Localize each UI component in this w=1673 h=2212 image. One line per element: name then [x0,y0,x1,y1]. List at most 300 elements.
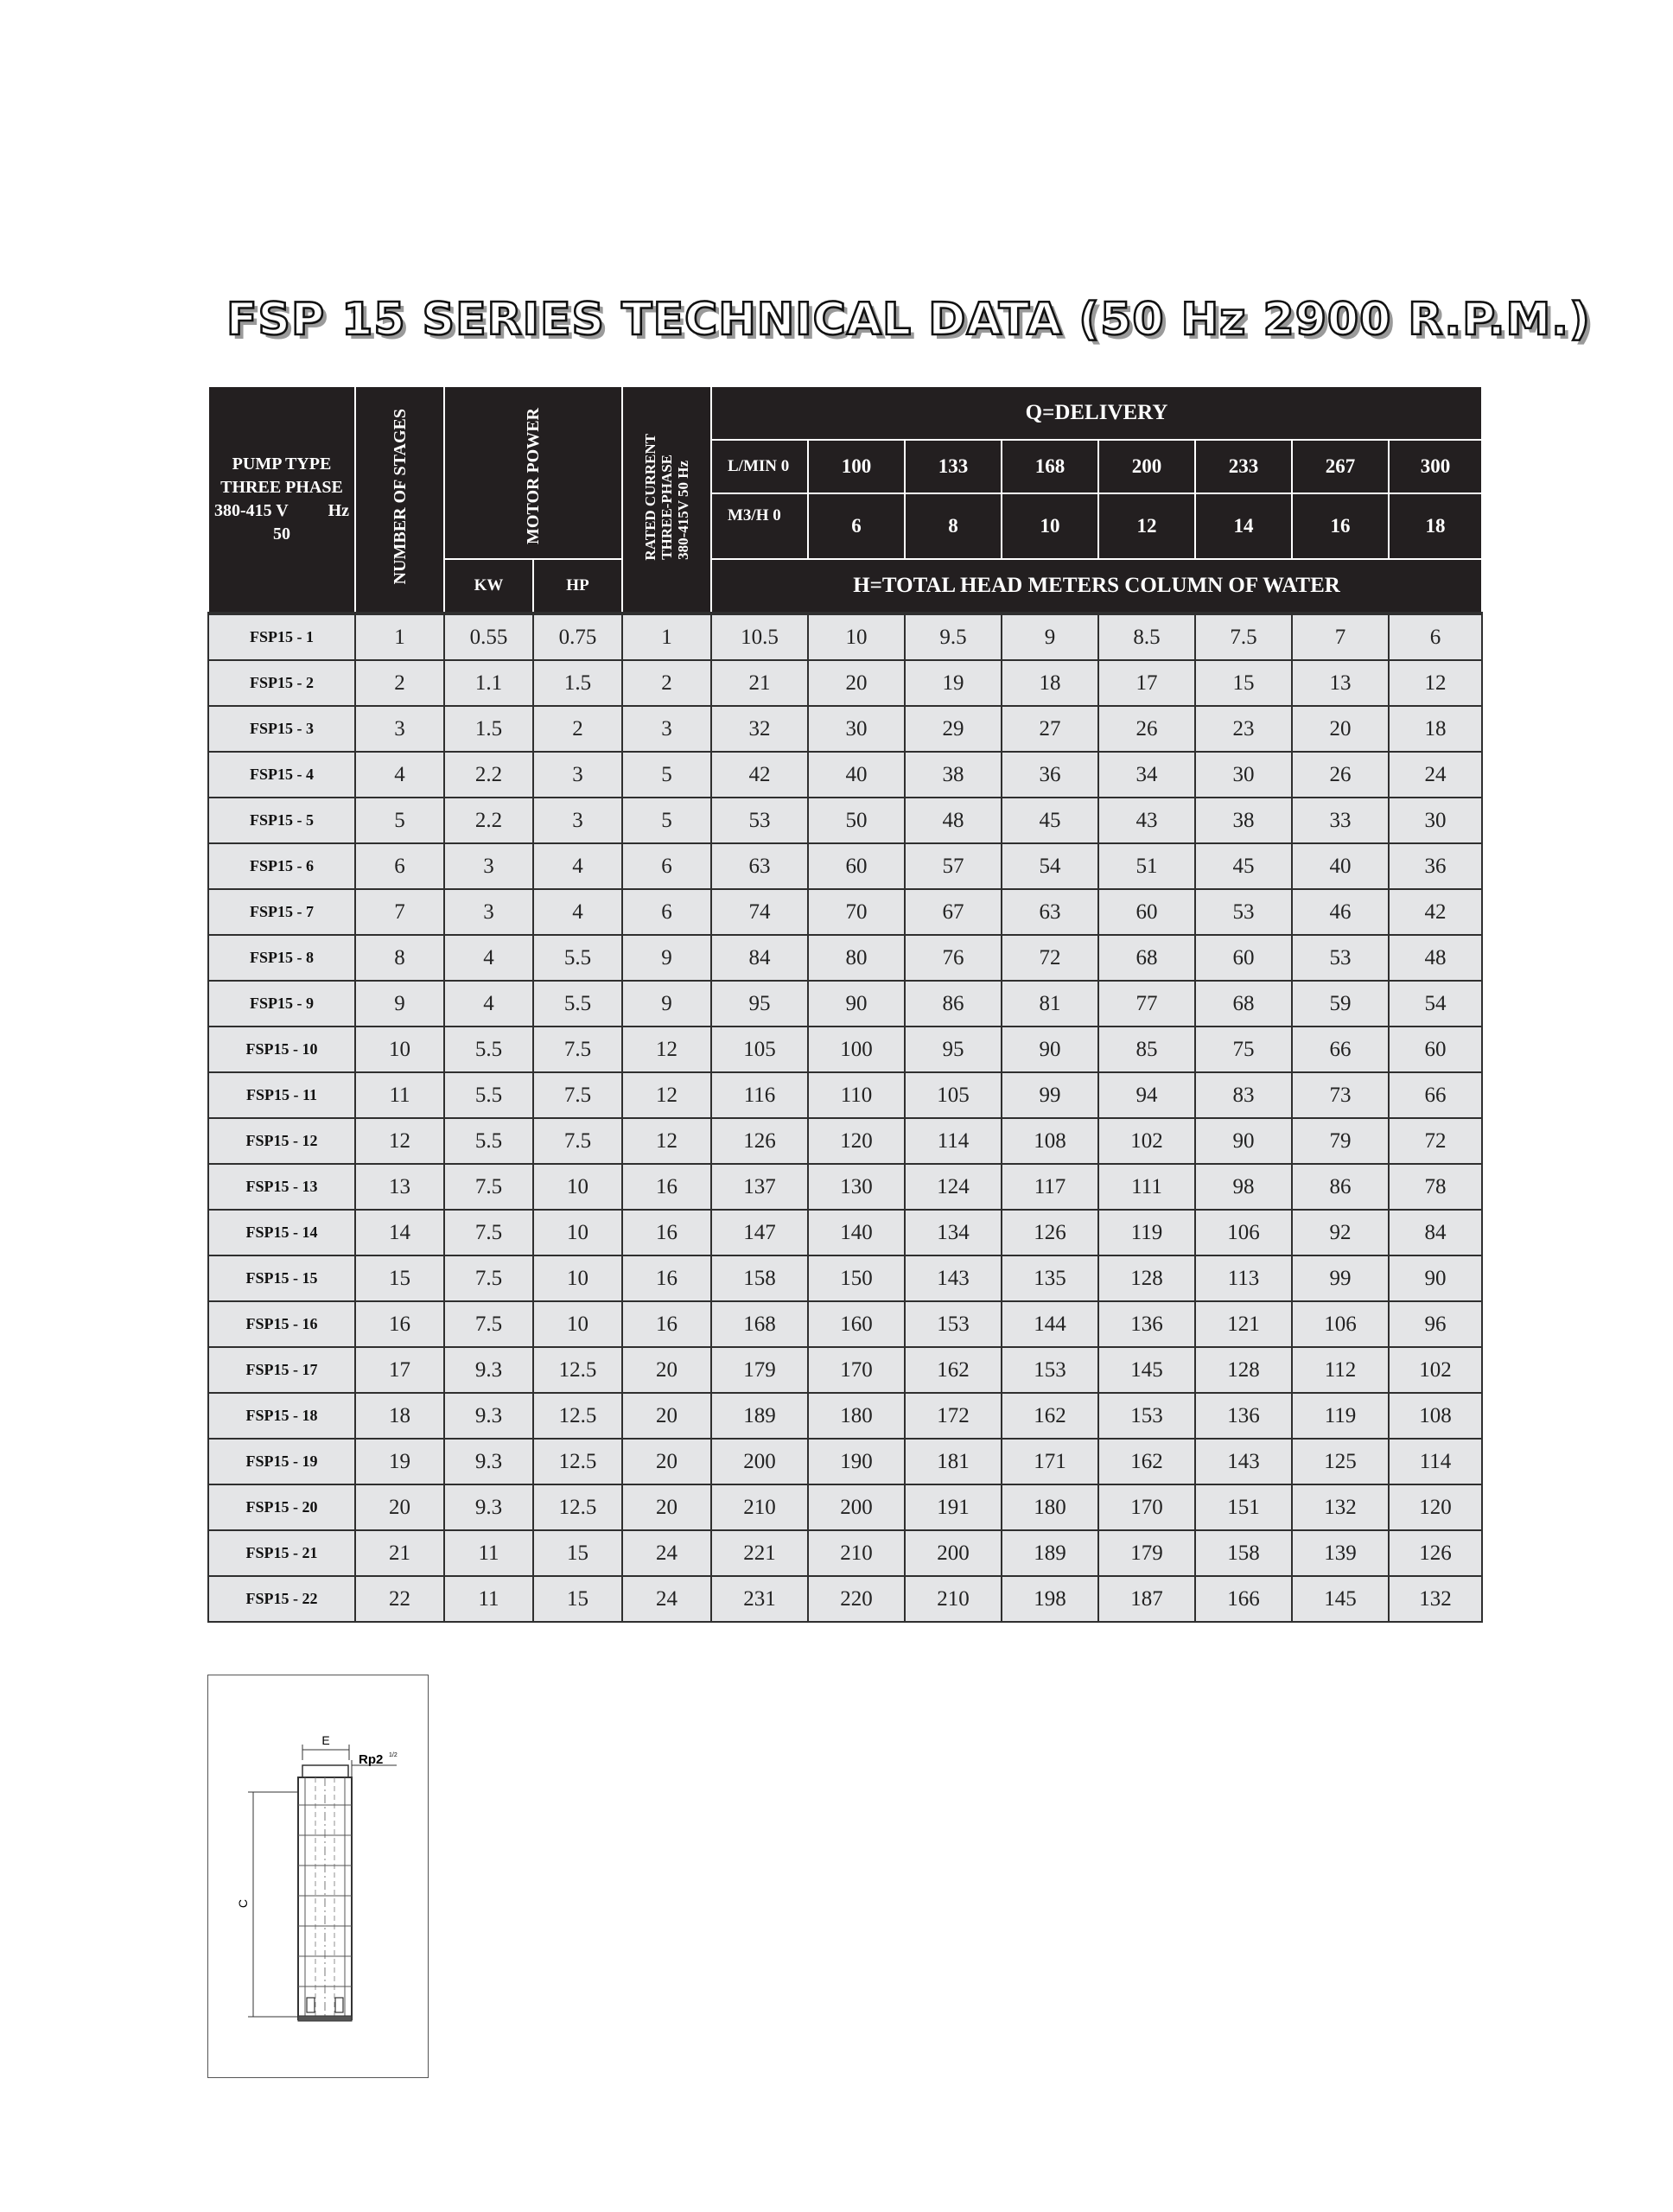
kw-cell: 11 [444,1530,533,1576]
table-row [208,1164,1482,1210]
head-value-cell: 34 [1098,752,1195,798]
pump-type-cell: FSP15 - 8 [208,935,355,981]
head-value-cell: 112 [1292,1347,1389,1393]
rated-current-cell: 12 [622,1027,711,1072]
head-value-cell: 187 [1098,1576,1195,1622]
table-row [208,981,1482,1027]
head-value-cell: 40 [1292,843,1389,889]
hp-cell: 10 [533,1255,622,1301]
head-value-cell: 17 [1098,660,1195,706]
head-value-cell: 20 [808,660,905,706]
dimension-e-label: E [321,1733,330,1747]
head-value-cell: 117 [1002,1164,1098,1210]
rp-connection-superscript: 1/2 [389,1752,398,1758]
head-value-cell: 60 [1195,935,1292,981]
m3h-label: M3/H 0 [711,493,808,559]
head-value-cell: 63 [1002,889,1098,935]
head-value-cell: 105 [905,1072,1002,1118]
m3h-value: 12 [1098,493,1195,559]
kw-cell: 9.3 [444,1393,533,1439]
head-value-cell: 42 [711,752,808,798]
head-value-cell: 113 [1195,1255,1292,1301]
head-value-cell: 75 [1195,1027,1292,1072]
motor-power-header-label: MOTOR POWER [524,408,543,544]
head-value-cell: 150 [808,1255,905,1301]
head-value-cell: 19 [905,660,1002,706]
head-value-cell: 134 [905,1210,1002,1255]
rated-current-cell: 24 [622,1530,711,1576]
head-value-cell: 143 [905,1255,1002,1301]
head-value-cell: 63 [711,843,808,889]
head-value-cell: 13 [1292,660,1389,706]
stages-cell: 12 [355,1118,444,1164]
head-value-cell: 136 [1098,1301,1195,1347]
rated-current-cell: 2 [622,660,711,706]
pump-type-header [208,386,355,613]
head-value-cell: 18 [1389,706,1482,752]
stages-cell: 7 [355,889,444,935]
head-value-cell: 76 [905,935,1002,981]
head-value-cell: 181 [905,1439,1002,1484]
head-value-cell: 70 [808,889,905,935]
head-value-cell: 198 [1002,1576,1098,1622]
table-row [208,613,1482,660]
head-value-cell: 125 [1292,1439,1389,1484]
rated-current-cell: 16 [622,1255,711,1301]
head-value-cell: 220 [808,1576,905,1622]
head-value-cell: 162 [905,1347,1002,1393]
head-value-cell: 53 [1292,935,1389,981]
head-value-cell: 54 [1002,843,1098,889]
kw-header: KW [444,559,533,613]
head-value-cell: 84 [1389,1210,1482,1255]
kw-cell: 9.3 [444,1439,533,1484]
head-value-cell: 151 [1195,1484,1292,1530]
rated-current-line-2: THREE-PHASE [658,454,675,561]
stages-cell: 22 [355,1576,444,1622]
head-value-cell: 162 [1002,1393,1098,1439]
head-value-cell: 119 [1098,1210,1195,1255]
head-value-cell: 106 [1195,1210,1292,1255]
head-value-cell: 79 [1292,1118,1389,1164]
head-value-cell: 99 [1002,1072,1098,1118]
head-value-cell: 15 [1195,660,1292,706]
motor-power-header [444,386,622,559]
lmin-value: 200 [1098,440,1195,493]
rated-current-cell: 20 [622,1484,711,1530]
head-value-cell: 33 [1292,798,1389,843]
pump-type-cell: FSP15 - 6 [208,843,355,889]
head-value-cell: 45 [1195,843,1292,889]
rated-current-cell: 5 [622,798,711,843]
hp-header: HP [533,559,622,613]
head-value-cell: 77 [1098,981,1195,1027]
rated-current-line-3: 380-415V 50 Hz [675,461,691,561]
pump-inlet-slot-left [307,1998,315,2012]
stages-cell: 18 [355,1393,444,1439]
kw-cell: 5.5 [444,1072,533,1118]
head-value-cell: 221 [711,1530,808,1576]
pump-type-cell: FSP15 - 12 [208,1118,355,1164]
table-row [208,1301,1482,1347]
head-value-cell: 140 [808,1210,905,1255]
stages-cell: 17 [355,1347,444,1393]
table-row [208,1484,1482,1530]
head-value-cell: 7.5 [1195,613,1292,660]
kw-cell: 9.3 [444,1484,533,1530]
table-row [208,1118,1482,1164]
head-value-cell: 137 [711,1164,808,1210]
head-value-cell: 136 [1195,1393,1292,1439]
head-value-cell: 90 [1195,1118,1292,1164]
head-value-cell: 132 [1292,1484,1389,1530]
pump-type-cell: FSP15 - 21 [208,1530,355,1576]
hp-cell: 12.5 [533,1484,622,1530]
head-value-cell: 26 [1292,752,1389,798]
head-value-cell: 170 [808,1347,905,1393]
stages-cell: 21 [355,1530,444,1576]
rated-current-cell: 1 [622,613,711,660]
head-value-cell: 74 [711,889,808,935]
pump-type-hz: Hz [328,501,349,520]
rated-current-cell: 16 [622,1301,711,1347]
table-row [208,935,1482,981]
head-value-cell: 200 [711,1439,808,1484]
head-value-cell: 36 [1002,752,1098,798]
table-row [208,843,1482,889]
table-row [208,1255,1482,1301]
hp-cell: 4 [533,889,622,935]
table-row [208,889,1482,935]
rated-current-cell: 6 [622,843,711,889]
hp-cell: 5.5 [533,935,622,981]
head-value-cell: 68 [1195,981,1292,1027]
head-value-cell: 200 [808,1484,905,1530]
pump-type-cell: FSP15 - 1 [208,613,355,660]
head-value-cell: 111 [1098,1164,1195,1210]
head-value-cell: 38 [905,752,1002,798]
head-value-cell: 128 [1098,1255,1195,1301]
head-value-cell: 166 [1195,1576,1292,1622]
rated-current-cell: 6 [622,889,711,935]
head-value-cell: 158 [711,1255,808,1301]
table-row [208,1439,1482,1484]
rated-current-cell: 20 [622,1347,711,1393]
head-value-cell: 96 [1389,1301,1482,1347]
kw-cell: 7.5 [444,1164,533,1210]
pump-type-line-4: 50 [273,524,290,543]
head-value-cell: 124 [905,1164,1002,1210]
head-value-cell: 144 [1002,1301,1098,1347]
head-value-cell: 116 [711,1072,808,1118]
head-value-cell: 171 [1002,1439,1098,1484]
head-value-cell: 139 [1292,1530,1389,1576]
head-value-cell: 189 [1002,1530,1098,1576]
head-value-cell: 95 [711,981,808,1027]
head-value-cell: 110 [808,1072,905,1118]
head-value-cell: 60 [808,843,905,889]
lmin-label: L/MIN 0 [711,440,808,493]
hp-cell: 1.5 [533,660,622,706]
head-value-cell: 40 [808,752,905,798]
head-value-cell: 172 [905,1393,1002,1439]
stages-header [355,386,444,613]
table-row [208,1393,1482,1439]
stages-cell: 6 [355,843,444,889]
pump-type-line-2: THREE PHASE [220,478,343,497]
head-value-cell: 86 [1292,1164,1389,1210]
table-row [208,1210,1482,1255]
rp-connection-label: Rp2 [359,1752,384,1767]
head-value-cell: 60 [1098,889,1195,935]
head-value-cell: 50 [808,798,905,843]
head-value-cell: 32 [711,706,808,752]
head-value-cell: 27 [1002,706,1098,752]
table-row [208,1576,1482,1622]
lmin-value: 100 [808,440,905,493]
head-value-cell: 53 [1195,889,1292,935]
head-value-cell: 100 [808,1027,905,1072]
head-value-cell: 83 [1195,1072,1292,1118]
head-value-cell: 121 [1195,1301,1292,1347]
hp-cell: 3 [533,798,622,843]
pump-type-cell: FSP15 - 18 [208,1393,355,1439]
pump-type-cell: FSP15 - 10 [208,1027,355,1072]
head-value-cell: 210 [905,1576,1002,1622]
hp-cell: 15 [533,1530,622,1576]
rated-current-cell: 24 [622,1576,711,1622]
head-value-cell: 46 [1292,889,1389,935]
head-value-cell: 143 [1195,1439,1292,1484]
m3h-value: 8 [905,493,1002,559]
head-value-cell: 119 [1292,1393,1389,1439]
hp-cell: 4 [533,843,622,889]
head-value-cell: 145 [1292,1576,1389,1622]
head-value-cell: 86 [905,981,1002,1027]
head-value-cell: 51 [1098,843,1195,889]
m3h-value: 16 [1292,493,1389,559]
head-value-cell: 29 [905,706,1002,752]
kw-cell: 4 [444,981,533,1027]
head-value-cell: 85 [1098,1027,1195,1072]
pump-type-cell: FSP15 - 13 [208,1164,355,1210]
hp-cell: 5.5 [533,981,622,1027]
head-value-cell: 24 [1389,752,1482,798]
pump-type-line-3 [209,499,354,523]
head-value-cell: 53 [711,798,808,843]
pump-type-cell: FSP15 - 22 [208,1576,355,1622]
pump-type-cell: FSP15 - 9 [208,981,355,1027]
head-value-cell: 92 [1292,1210,1389,1255]
head-value-cell: 180 [1002,1484,1098,1530]
head-value-cell: 54 [1389,981,1482,1027]
head-value-cell: 130 [808,1164,905,1210]
head-value-cell: 168 [711,1301,808,1347]
head-value-cell: 180 [808,1393,905,1439]
m3h-value: 6 [808,493,905,559]
lmin-value: 300 [1389,440,1482,493]
lmin-value: 168 [1002,440,1098,493]
pump-type-cell: FSP15 - 19 [208,1439,355,1484]
stages-cell: 5 [355,798,444,843]
pump-type-cell: FSP15 - 3 [208,706,355,752]
head-value-cell: 60 [1389,1027,1482,1072]
stages-cell: 13 [355,1164,444,1210]
head-value-cell: 153 [1098,1393,1195,1439]
head-value-cell: 102 [1389,1347,1482,1393]
hp-cell: 2 [533,706,622,752]
page-title: FSP 15 SERIES TECHNICAL DATA (50 Hz 2900 R.P.M.) [226,294,1591,346]
head-value-cell: 67 [905,889,1002,935]
kw-cell: 5.5 [444,1118,533,1164]
head-value-cell: 45 [1002,798,1098,843]
pump-inlet-slot-right [335,1998,343,2012]
head-value-cell: 30 [808,706,905,752]
head-value-cell: 78 [1389,1164,1482,1210]
head-value-cell: 42 [1389,889,1482,935]
head-value-cell: 30 [1389,798,1482,843]
stages-cell: 10 [355,1027,444,1072]
stages-cell: 11 [355,1072,444,1118]
pump-discharge-head [302,1765,348,1777]
head-value-cell: 231 [711,1576,808,1622]
pump-type-line-1: PUMP TYPE [232,454,332,474]
kw-cell: 3 [444,889,533,935]
head-value-cell: 90 [1389,1255,1482,1301]
stages-cell: 3 [355,706,444,752]
head-value-cell: 10.5 [711,613,808,660]
rated-current-cell: 3 [622,706,711,752]
kw-cell: 1.5 [444,706,533,752]
hp-cell: 3 [533,752,622,798]
hp-cell: 7.5 [533,1118,622,1164]
dimension-c-label: C [236,1898,250,1909]
pump-type-voltage: 380-415 V [214,501,289,520]
pump-type-cell: FSP15 - 11 [208,1072,355,1118]
head-value-cell: 190 [808,1439,905,1484]
table-row [208,752,1482,798]
head-value-cell: 126 [1002,1210,1098,1255]
kw-cell: 4 [444,935,533,981]
technical-data-table [207,385,1483,1623]
head-value-cell: 98 [1195,1164,1292,1210]
head-value-cell: 90 [1002,1027,1098,1072]
pump-type-cell: FSP15 - 16 [208,1301,355,1347]
stages-cell: 8 [355,935,444,981]
head-value-cell: 170 [1098,1484,1195,1530]
stages-header-label: NUMBER OF STAGES [390,409,410,585]
head-value-cell: 20 [1292,706,1389,752]
head-value-cell: 57 [905,843,1002,889]
hp-cell: 7.5 [533,1072,622,1118]
head-value-cell: 99 [1292,1255,1389,1301]
head-value-cell: 48 [905,798,1002,843]
pump-type-cell: FSP15 - 4 [208,752,355,798]
hp-cell: 12.5 [533,1393,622,1439]
head-value-cell: 158 [1195,1530,1292,1576]
head-value-cell: 147 [711,1210,808,1255]
head-value-cell: 21 [711,660,808,706]
rated-current-line-1: RATED CURRENT [642,433,658,561]
pump-type-cell: FSP15 - 17 [208,1347,355,1393]
stages-cell: 2 [355,660,444,706]
head-value-cell: 66 [1292,1027,1389,1072]
kw-cell: 7.5 [444,1301,533,1347]
kw-cell: 5.5 [444,1027,533,1072]
head-value-cell: 153 [905,1301,1002,1347]
stages-cell: 20 [355,1484,444,1530]
stages-cell: 16 [355,1301,444,1347]
head-value-cell: 8.5 [1098,613,1195,660]
head-value-cell: 38 [1195,798,1292,843]
pump-type-cell: FSP15 - 2 [208,660,355,706]
head-value-cell: 95 [905,1027,1002,1072]
stages-cell: 1 [355,613,444,660]
kw-cell: 0.55 [444,613,533,660]
pump-dimension-drawing [207,1675,429,2078]
head-value-cell: 145 [1098,1347,1195,1393]
kw-cell: 7.5 [444,1210,533,1255]
hp-cell: 15 [533,1576,622,1622]
hp-cell: 12.5 [533,1439,622,1484]
table-row [208,660,1482,706]
head-value-cell: 200 [905,1530,1002,1576]
m3h-value: 10 [1002,493,1098,559]
stages-cell: 9 [355,981,444,1027]
rated-current-cell: 12 [622,1118,711,1164]
hp-cell: 10 [533,1210,622,1255]
pump-type-cell: FSP15 - 20 [208,1484,355,1530]
head-value-cell: 90 [808,981,905,1027]
kw-cell: 1.1 [444,660,533,706]
pump-base [298,2016,352,2021]
hp-cell: 0.75 [533,613,622,660]
stages-cell: 14 [355,1210,444,1255]
head-value-cell: 72 [1002,935,1098,981]
head-value-cell: 10 [808,613,905,660]
head-value-cell: 108 [1002,1118,1098,1164]
head-value-cell: 26 [1098,706,1195,752]
head-value-cell: 6 [1389,613,1482,660]
table-row [208,1027,1482,1072]
table-body [208,613,1482,1622]
hp-cell: 10 [533,1164,622,1210]
pump-type-cell: FSP15 - 15 [208,1255,355,1301]
head-value-cell: 132 [1389,1576,1482,1622]
hp-cell: 7.5 [533,1027,622,1072]
head-value-cell: 153 [1002,1347,1098,1393]
kw-cell: 3 [444,843,533,889]
kw-cell: 2.2 [444,752,533,798]
kw-cell: 9.3 [444,1347,533,1393]
rated-current-cell: 16 [622,1164,711,1210]
head-value-cell: 94 [1098,1072,1195,1118]
head-value-cell: 66 [1389,1072,1482,1118]
pump-outline-drawing [208,1675,428,2077]
head-value-cell: 189 [711,1393,808,1439]
rated-current-header [622,386,711,613]
table-row [208,798,1482,843]
m3h-value: 18 [1389,493,1482,559]
head-value-cell: 114 [905,1118,1002,1164]
head-value-cell: 9 [1002,613,1098,660]
head-value-cell: 160 [808,1301,905,1347]
rated-current-cell: 5 [622,752,711,798]
head-value-cell: 105 [711,1027,808,1072]
table-row [208,1072,1482,1118]
kw-cell: 11 [444,1576,533,1622]
pump-type-cell: FSP15 - 14 [208,1210,355,1255]
